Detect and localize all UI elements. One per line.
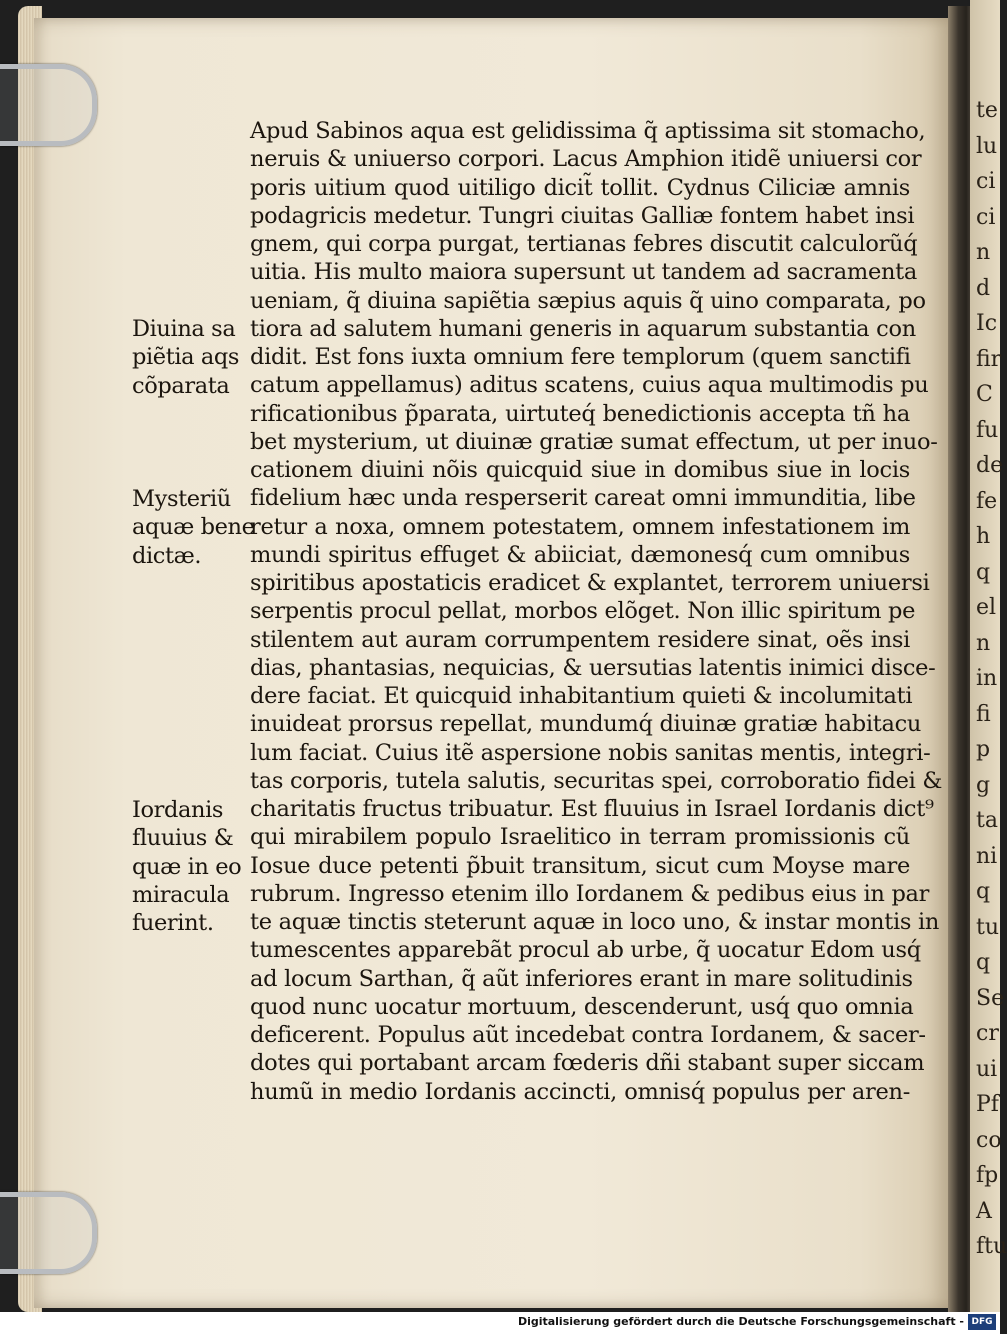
facing-page-letters: ni (976, 843, 998, 869)
text-line: lum faciat. Cuius itẽ aspersione nobis sanitas mentis, integri- (250, 739, 931, 766)
text-line: poris uitium quod uitiligo dicit̃ tollit. Cydnus Ciliciæ amnis (250, 174, 910, 201)
text-line: deficerent. Populus aũt incedebat contra Iordanem, & sacer- (250, 1022, 926, 1048)
facing-page-letters: h (976, 524, 991, 549)
facing-page-letters: Se (976, 985, 1005, 1011)
text-line: serpentis procul pellat, morbos elõget. Non illic spiritum pe (250, 598, 916, 625)
text-line: inuideat prorsus repellat, mundumq́ diuinæ gratiæ habitacu (250, 711, 922, 738)
text-line: ad locum Sarthan, q̃ aũt inferiores erant in mare solitudinis (250, 965, 913, 992)
facing-page-letters: lu (976, 133, 998, 159)
margin-note-line: dictæ. (132, 542, 202, 569)
margin-note-1 (132, 315, 250, 400)
text-line: fidelium hæc unda resperserit careat omni immunditia, libe (250, 485, 916, 512)
facing-page-letters: q (976, 950, 991, 975)
text-line: catum appellamus) aditus scatens, cuius aqua multimodis pu (250, 372, 929, 399)
margin-note-line: aquæ bene (132, 514, 255, 541)
text-line: retur a noxa, omnem potestatem, omnem infestationem im (250, 513, 910, 540)
margin-note-line: piẽtia aqs (132, 344, 240, 371)
text-line: mundi spiritus effuget & abiiciat, dæmonesq́ cum omnibus (250, 541, 910, 568)
facing-page-letters: co (976, 1127, 1002, 1153)
facing-page-letters: ftu (976, 1234, 1007, 1259)
facing-page-letters: p (976, 737, 991, 762)
margin-note-line: quæ in eo (132, 853, 242, 880)
text-line: neruis & uniuerso corpori. Lacus Amphion itidẽ uniuersi cor (250, 146, 922, 173)
facing-page-letters: fu (976, 417, 999, 443)
text-line: uitia. His multo maiora supersunt ut tandem ad sacramenta (250, 259, 918, 286)
text-line: Apud Sabinos aqua est gelidissima q̃ aptissima sit stomacho, (250, 118, 926, 144)
margin-note-line: cõparata (132, 372, 230, 399)
facing-page-fragment (970, 0, 1007, 1312)
facing-page-letters: fir (976, 346, 1002, 372)
footer-credit: Digitalisierung gefördert durch die Deutsche Forschungsgemeinschaft - (517, 1315, 964, 1328)
text-line: dere faciat. Et quicquid inhabitantium quieti & incolumitati (250, 683, 913, 709)
facing-page-letters: de (976, 453, 1004, 478)
facing-page-letters: ci (976, 204, 996, 230)
facing-page-letters: ci (976, 169, 996, 194)
text-line: didit. Est fons iuxta omnium fere templorum (quem sanctifi (250, 344, 911, 370)
facing-page-letters: q (976, 879, 991, 904)
facing-page-letters: tu (976, 914, 1000, 940)
text-line: spiritibus apostaticis eradicet & explantet, terrorem uniuersi (250, 570, 930, 596)
facing-page-letters: fe (976, 488, 998, 514)
facing-page-letters: C (976, 382, 993, 407)
text-line: charitatis fructus tribuatur. Est fluuius in Israel Iordanis dict⁹ (250, 796, 934, 822)
margin-note-line: Mysteriũ (132, 486, 231, 512)
facing-page-letters: A (976, 1198, 992, 1224)
facing-page-letters: ta (976, 808, 998, 833)
text-line: rubrum. Ingresso etenim illo Iordanem & pedibus eius in par (250, 880, 930, 907)
facing-page-letters: te (976, 98, 998, 123)
facing-page-letters: cr (976, 1021, 999, 1046)
text-line: tas corporis, tutela salutis, securitas spei, corroboratio fidei & (250, 767, 943, 794)
text-line: tumescentes apparebãt procul ab urbe, q̃ uocatur Edom usq́ (250, 937, 921, 964)
text-line: bet mysterium, ut diuinæ gratiæ sumat effectum, ut per inuo- (250, 428, 938, 455)
margin-note-line: Iordanis (132, 797, 224, 823)
margin-note-3 (132, 796, 250, 937)
text-line: te aquæ tinctis steterunt aquæ in loco uno, & instar montis in (250, 909, 940, 935)
margin-note-line: Diuina sa (132, 316, 236, 342)
facing-page-letters: Ic (976, 311, 998, 336)
facing-page-letters: q (976, 559, 991, 585)
text-line: tiora ad salutem humani generis in aquarum substantia con (250, 315, 916, 342)
facing-page-letters: in (976, 666, 998, 691)
text-line: dotes qui portabant arcam fœderis dñi stabant super siccam (250, 1050, 925, 1077)
page-clip-top (0, 64, 97, 146)
facing-page-letters: n (976, 630, 991, 656)
margin-note-line: fluuius & (132, 825, 234, 852)
facing-page-letters: el (976, 595, 997, 620)
facing-page-letters: Pf (976, 1092, 999, 1117)
margin-note-line: fuerint. (132, 910, 214, 936)
facing-page-letters: n (976, 240, 991, 265)
text-line: humũ in medio Iordanis accincti, omnisq́ populus per aren- (250, 1078, 910, 1105)
text-line: Iosue duce petenti p̃buit transitum, sicut cum Moyse mare (250, 852, 910, 879)
text-line: quod nunc uocatur mortuum, descenderunt, usq́ quo omnia (250, 993, 914, 1020)
text-line: qui mirabilem populo Israelitico in terram promissionis cũ (250, 824, 910, 851)
facing-page-letters: ui (976, 1056, 998, 1082)
text-line: podagricis medetur. Tungri ciuitas Galliæ fontem habet insi (250, 202, 915, 229)
main-text-block (250, 117, 943, 1106)
text-line: rificationibus p̃parata, uirtuteq́ benedictionis accepta tñ ha (250, 400, 910, 427)
text-line: gnem, qui corpa purgat, tertianas febres discutit calculorũq́ (250, 231, 918, 257)
text-line: ueniam, q̃ diuina sapiẽtia sæpius aquis q̃ uino comparata, po (250, 287, 926, 314)
facing-page-letters: fi (976, 701, 991, 727)
text-line: dias, phantasias, nequicias, & uersutias latentis inimici disce- (250, 654, 936, 681)
digitization-footer (0, 1312, 1000, 1334)
facing-page-letters: fp (976, 1163, 999, 1188)
facing-page-letters: g (976, 772, 991, 798)
dfg-logo: DFG (968, 1314, 996, 1330)
facing-page-letters: d (976, 275, 991, 301)
page-clip-bottom (0, 1192, 97, 1274)
text-line: stilentem aut auram corrumpentem residere sinat, oẽs insi (250, 626, 910, 653)
margin-note-2 (132, 485, 255, 570)
margin-note-line: miracula (132, 881, 230, 908)
text-line: cationem diuini nõis quicquid siue in domibus siue in locis (250, 457, 910, 483)
